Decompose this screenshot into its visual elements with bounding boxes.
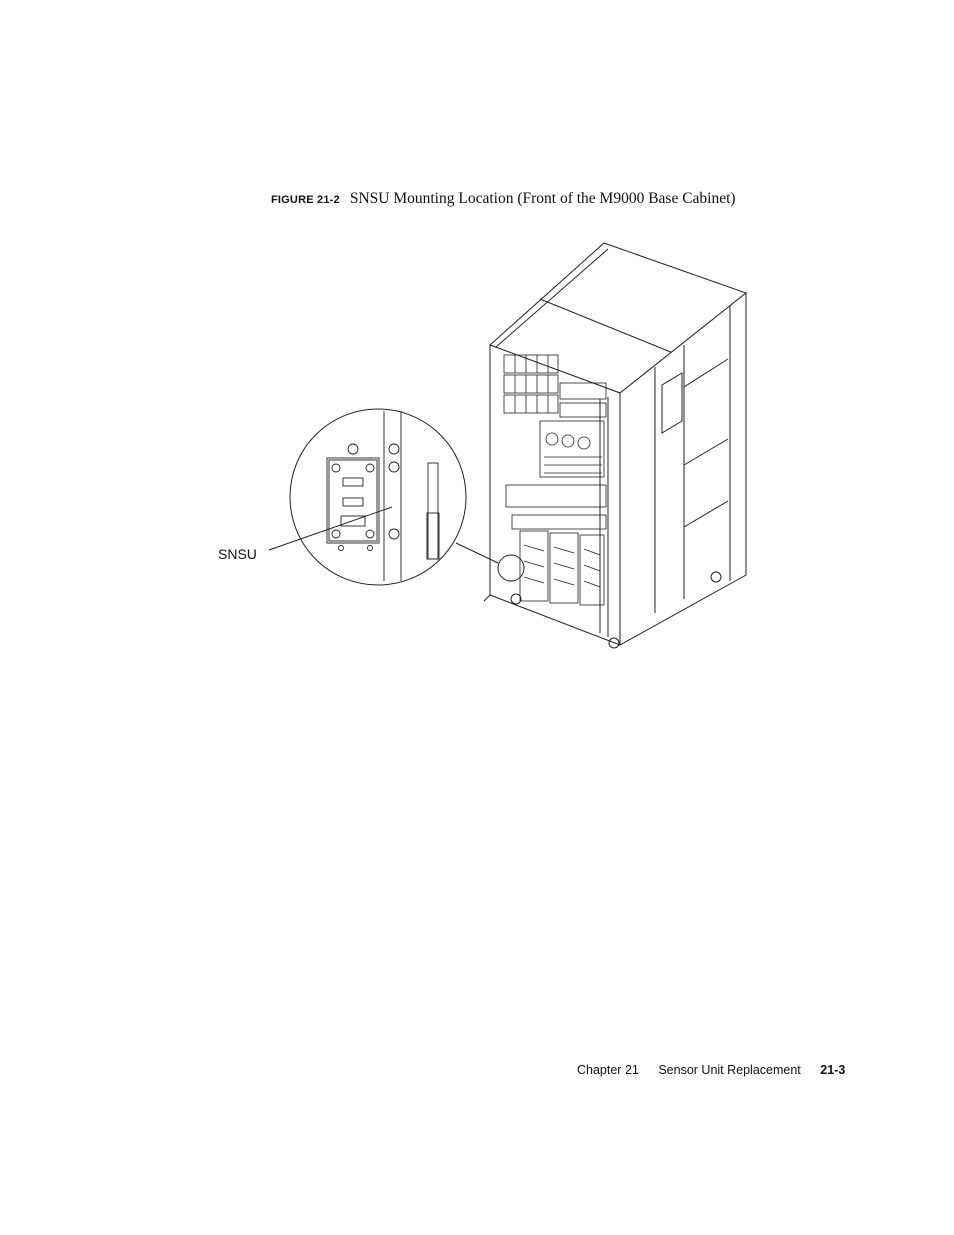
figure-title: SNSU Mounting Location (Front of the M9000 Base Cabinet) <box>349 190 736 207</box>
footer-section: Sensor Unit Replacement <box>658 1063 801 1077</box>
cabinet-illustration <box>200 235 760 665</box>
page-footer <box>577 1063 845 1077</box>
footer-page-number: 21-3 <box>820 1063 846 1077</box>
footer-chapter: Chapter 21 <box>577 1063 639 1077</box>
figure-label: FIGURE 21-2 <box>271 194 340 206</box>
figure-caption <box>271 190 736 208</box>
magnified-detail-circle <box>290 409 466 585</box>
snsu-callout-label: SNSU <box>218 546 257 562</box>
